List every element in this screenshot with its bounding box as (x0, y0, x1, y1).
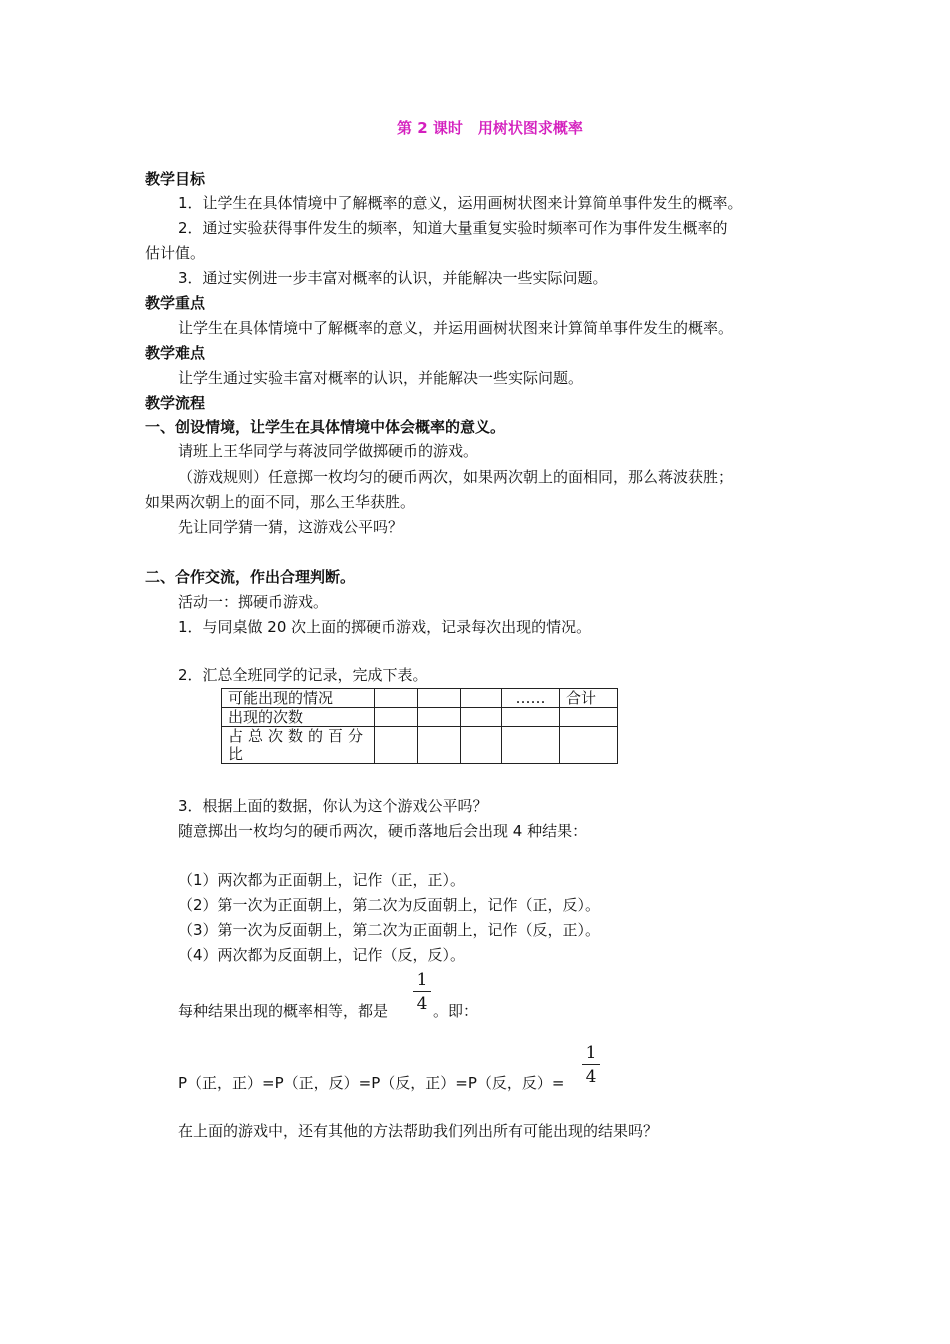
probability-formula: P（正，正）=P（正，反）=P（反，正）=P（反，反）= (178, 1074, 565, 1092)
table-row (222, 708, 618, 727)
table-cell: …… (502, 689, 560, 708)
percentage-label: 占总次数的百分比 (228, 727, 369, 763)
key-point-text: 让学生在具体情境中了解概率的意义，并运用画树状图来计算简单事件发生的概率。 (178, 319, 734, 337)
activity-title: 活动一：掷硬币游戏。 (178, 593, 329, 611)
difficulty-text: 让学生通过实验丰富对概率的认识，并能解决一些实际问题。 (178, 369, 584, 387)
goal-item-2-line-2: 估计值。 (145, 244, 206, 262)
formula-fraction (582, 1043, 600, 1087)
table-cell (222, 727, 375, 764)
goal-item-3: 3．通过实例进一步丰富对概率的认识，并能解决一些实际问题。 (178, 269, 608, 287)
equal-probability-text: 每种结果出现的概率相等，都是 (178, 1002, 389, 1020)
game-rules-line-1: （游戏规则）任意掷一枚均匀的硬币两次，如果两次朝上的面相同，那么蒋波获胜； (178, 468, 734, 486)
fraction-bar (582, 1064, 600, 1065)
process-heading: 教学流程 (145, 394, 206, 412)
table-cell (418, 708, 461, 727)
section-1-question: 先让同学猜一猜，这游戏公平吗？ (178, 518, 404, 536)
table-cell (461, 689, 502, 708)
step-1: 1．与同桌做 20 次上面的掷硬币游戏，记录每次出现的情况。 (178, 618, 592, 636)
goals-heading: 教学目标 (145, 170, 206, 188)
equal-probability-suffix: 。即： (433, 1002, 479, 1020)
record-table (221, 688, 618, 764)
closing-question: 在上面的游戏中，还有其他的方法帮助我们列出所有可能出现的结果吗？ (178, 1122, 659, 1140)
table-row (222, 727, 618, 764)
fraction-denominator: 4 (416, 994, 428, 1014)
table-cell (375, 708, 418, 727)
section-2-heading: 二、合作交流，作出合理判断。 (145, 568, 356, 586)
fraction-numerator: 1 (585, 1043, 597, 1063)
section-1-paragraph-1: 请班上王华同学与蒋波同学做掷硬币的游戏。 (178, 442, 479, 460)
result-item-2: （2）第一次为正面朝上，第二次为反面朝上，记作（正，反）。 (178, 896, 601, 914)
table-cell: 合计 (560, 689, 618, 708)
table-cell (375, 689, 418, 708)
step-2: 2．汇总全班同学的记录，完成下表。 (178, 666, 428, 684)
goal-item-1: 1．让学生在具体情境中了解概率的意义，运用画树状图来计算简单事件发生的概率。 (178, 194, 743, 212)
step-3: 3．根据上面的数据，你认为这个游戏公平吗？ (178, 797, 488, 815)
table-cell: 可能出现的情况 (222, 689, 375, 708)
table-cell (461, 727, 502, 764)
key-point-heading: 教学重点 (145, 294, 206, 312)
table-cell (502, 708, 560, 727)
fraction-one-quarter (413, 970, 431, 1014)
table-cell (418, 727, 461, 764)
result-item-1: （1）两次都为正面朝上，记作（正，正）。 (178, 871, 466, 889)
table-cell (461, 708, 502, 727)
goal-item-2-line-1: 2．通过实验获得事件发生的频率，知道大量重复实验时频率可作为事件发生概率的 (178, 219, 728, 237)
fraction-bar (413, 991, 431, 992)
result-item-4: （4）两次都为反面朝上，记作（反，反）。 (178, 946, 466, 964)
page-title: 第 2 课时 用树状图求概率 (397, 119, 583, 137)
table-cell (375, 727, 418, 764)
fraction-denominator: 4 (585, 1067, 597, 1087)
section-1-heading: 一、创设情境，让学生在具体情境中体会概率的意义。 (145, 418, 506, 436)
game-rules-line-2: 如果两次朝上的面不同，那么王华获胜。 (145, 493, 416, 511)
table-cell (560, 727, 618, 764)
table-row (222, 689, 618, 708)
difficulty-heading: 教学难点 (145, 344, 206, 362)
outcomes-intro: 随意掷出一枚均匀的硬币两次，硬币落地后会出现 4 种结果： (178, 822, 588, 840)
table-cell (560, 708, 618, 727)
fraction-numerator: 1 (416, 970, 428, 990)
result-item-3: （3）第一次为反面朝上，第二次为正面朝上，记作（反，正）。 (178, 921, 601, 939)
table-cell (418, 689, 461, 708)
table-cell: 出现的次数 (222, 708, 375, 727)
table-cell (502, 727, 560, 764)
